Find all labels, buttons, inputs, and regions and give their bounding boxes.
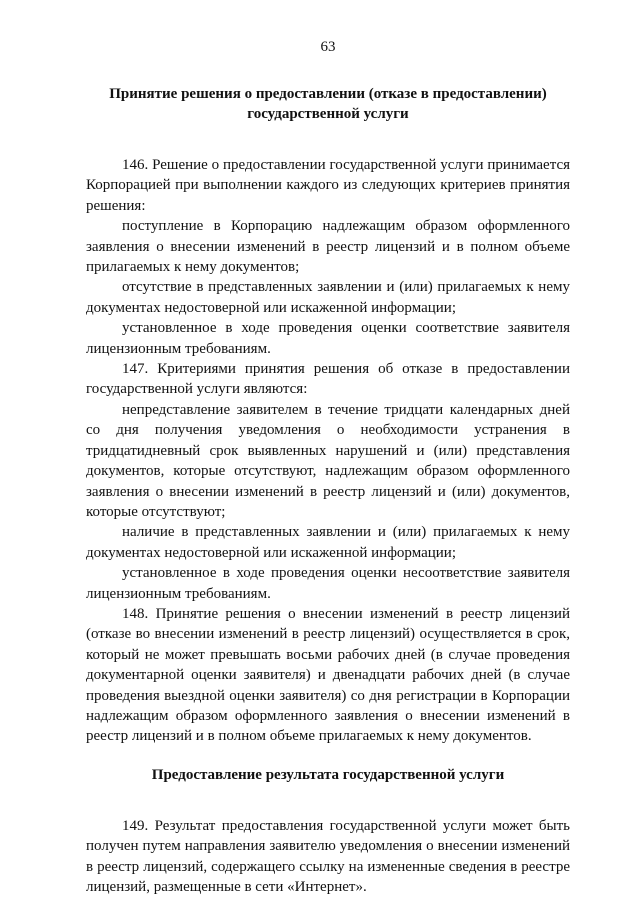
paragraph-147: 147. Критериями принятия решения об отказе в предоставлении государственной услуги являются: [86, 361, 570, 398]
paragraph-146: 146. Решение о предоставлении государственной услуги принимается Корпорацией при выполнении каждого из следующих критериев принятия решения: [86, 157, 570, 214]
section-heading-result: Предоставление результата государственной услуги [151, 766, 505, 783]
section-heading-decision-line1: Принятие решения о предоставлении (отказе в предоставлении) [109, 86, 547, 102]
paragraph-146-criterion-3: установленное в ходе проведения оценки соответствие заявителя лицензионным требованиям. [86, 320, 570, 357]
paragraph-147-criterion-3: установленное в ходе проведения оценки несоответствие заявителя лицензионным требованиям. [86, 565, 570, 602]
paragraph-148: 148. Принятие решения о внесении изменений в реестр лицензий (отказе во внесении изменений в реестр лицензий) осуществляется в срок, который не может превышать восьми рабочих дней (в случае проведения документарной оценки заявителя) и двенадцати рабочих дней (в случае проведения выездной оценки заявителя) со дня регистрации в Корпорации надлежащим образом оформленного заявления о внесении изменений в реестр лицензий и в полном объеме прилагаемых к нему документов. [86, 605, 570, 745]
section-heading-decision-line2: государственной услуги [247, 106, 409, 122]
paragraph-146-criterion-2: отсутствие в представленных заявлении и (или) прилагаемых к нему документах недостоверной или искаженной информации; [86, 279, 570, 316]
paragraph-147-criterion-1: непредставление заявителем в течение тридцати календарных дней со дня получения уведомления о необходимости устранения в тридцатидневный срок выявленных нарушений и (или) представления документов, которые отсутствуют, надлежащим образом оформленного заявления о внесении изменений в реестр лицензий и (или) документов, которые отсутствуют; [86, 401, 570, 520]
paragraph-149: 149. Результат предоставления государственной услуги может быть получен путем направления заявителю уведомления о внесении изменений в реестр лицензий, содержащего ссылку на измененные сведения в реестре лицензий, размещенные в сети «Интернет». [86, 817, 570, 895]
paragraph-146-criterion-1: поступление в Корпорацию надлежащим образом оформленного заявления о внесении изменений в реестр лицензий и в полном объеме прилагаемых к нему документов; [86, 218, 570, 276]
paragraph-147-criterion-2: наличие в представленных заявлении и (или) прилагаемых к нему документах недостоверной или искаженной информации; [86, 524, 570, 561]
page-number: 63 [320, 39, 336, 55]
section-heading-decision [86, 84, 570, 124]
